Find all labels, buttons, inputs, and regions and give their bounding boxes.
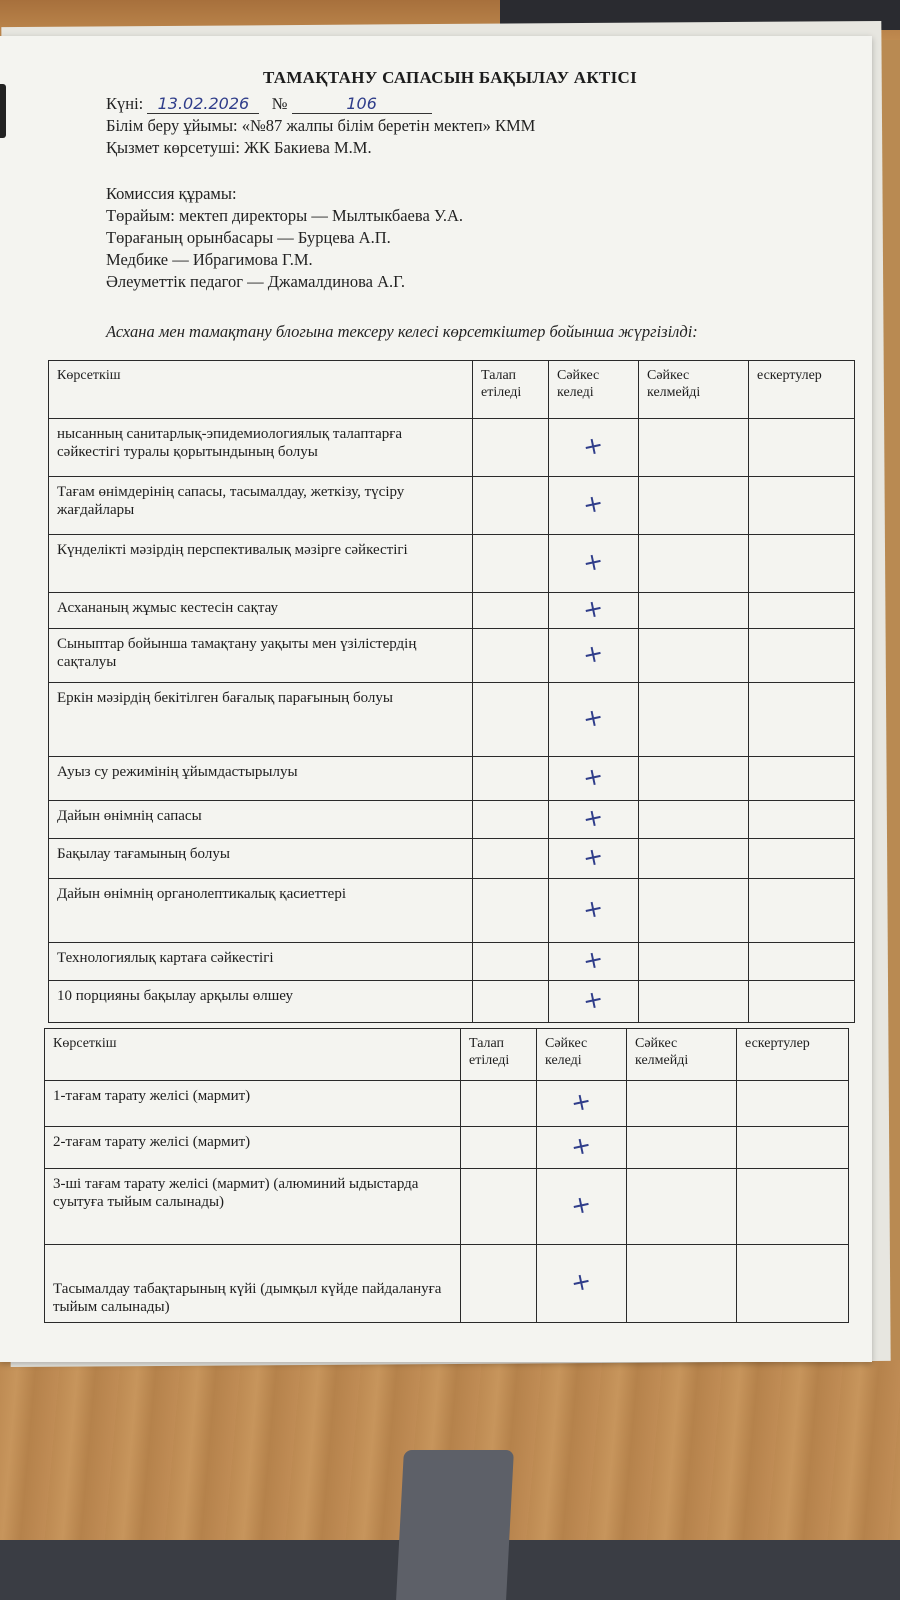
table-row [49, 801, 855, 839]
table-row [45, 1127, 849, 1169]
conforms-cell [549, 943, 639, 981]
not-conforms-cell [627, 1081, 737, 1127]
indicator-cell: Тасымалдау табақтарының күйі (дымқыл күйде пайдалануға тыйым салынады) [45, 1245, 461, 1323]
remarks-cell [749, 981, 855, 1023]
indicator-cell: Дайын өнімнің органолептикалық қасиеттері [49, 879, 473, 943]
remarks-cell [749, 839, 855, 879]
commission-nurse: Медбике — Ибрагимова Г.М. [106, 250, 313, 269]
remarks-cell [749, 879, 855, 943]
not-conforms-cell [627, 1245, 737, 1323]
remarks-cell [737, 1169, 849, 1245]
check-mark: + [580, 488, 607, 520]
check-mark: + [580, 593, 607, 625]
conforms-cell [537, 1245, 627, 1323]
conforms-cell [549, 757, 639, 801]
required-cell [473, 535, 549, 593]
check-mark: + [580, 638, 607, 670]
indicator-cell: 10 порцияны бақылау арқылы өлшеу [49, 981, 473, 1023]
indicator-cell: нысанның санитарлық-эпидемиологиялық талаптарға сәйкестігі туралы қорытындының болуы [49, 419, 473, 477]
required-cell [461, 1245, 537, 1323]
not-conforms-cell [627, 1127, 737, 1169]
not-conforms-cell [639, 757, 749, 801]
header-conforms: Сәйкес келеді [537, 1029, 627, 1081]
check-mark: + [580, 802, 607, 834]
commission-deputy: Төрағаның орынбасары — Бурцева А.П. [106, 228, 391, 247]
table-header-row [49, 361, 855, 419]
remarks-cell [749, 477, 855, 535]
header-indicator: Көрсеткіш [49, 361, 473, 419]
not-conforms-cell [639, 879, 749, 943]
header-remarks: ескертулер [749, 361, 855, 419]
conforms-cell [549, 683, 639, 757]
check-mark: + [568, 1189, 595, 1221]
table-row [49, 943, 855, 981]
commission-social-pedagogue: Әлеуметтік педагог — Джамалдинова А.Г. [106, 272, 405, 291]
header-conforms: Сәйкес келеді [549, 361, 639, 419]
indicators-table-2 [44, 1028, 849, 1323]
header-required: Талап етіледі [473, 361, 549, 419]
not-conforms-cell [639, 801, 749, 839]
indicator-cell: Еркін мәзірдің бекітілген бағалық парағының болуы [49, 683, 473, 757]
remarks-cell [737, 1245, 849, 1323]
table-row [45, 1169, 849, 1245]
header-remarks: ескертулер [737, 1029, 849, 1081]
not-conforms-cell [639, 943, 749, 981]
header-required: Талап етіледі [461, 1029, 537, 1081]
number-label: № [271, 94, 288, 113]
table-row [49, 477, 855, 535]
check-mark: + [580, 984, 607, 1016]
not-conforms-cell [639, 981, 749, 1023]
remarks-cell [749, 683, 855, 757]
indicator-cell: Күнделікті мәзірдің перспективалық мәзірге сәйкестігі [49, 535, 473, 593]
conforms-cell [549, 477, 639, 535]
table-row [49, 879, 855, 943]
required-cell [473, 757, 549, 801]
commission-title: Комиссия құрамы: [106, 184, 237, 203]
organization-line: Білім беру ұйымы: «№87 жалпы білім беретін мектеп» КММ [106, 116, 536, 135]
required-cell [461, 1127, 537, 1169]
check-mark: + [580, 546, 607, 578]
remarks-cell [749, 419, 855, 477]
conforms-cell [549, 593, 639, 629]
indicator-cell: 2-тағам тарату желісі (мармит) [45, 1127, 461, 1169]
indicator-cell: Асхананың жұмыс кестесін сақтау [49, 593, 473, 629]
date-number-line [106, 94, 432, 114]
remarks-cell [749, 757, 855, 801]
date-field [147, 95, 259, 114]
required-cell [473, 943, 549, 981]
check-mark: + [580, 430, 607, 462]
document-title: ТАМАҚТАНУ САПАСЫН БАҚЫЛАУ АКТІСІ [262, 68, 638, 87]
table-row [49, 629, 855, 683]
remarks-cell [749, 801, 855, 839]
table-row [49, 593, 855, 629]
header-indicator: Көрсеткіш [45, 1029, 461, 1081]
check-mark: + [580, 893, 607, 925]
check-mark: + [580, 944, 607, 976]
not-conforms-cell [639, 593, 749, 629]
indicators-table-1 [48, 360, 855, 1023]
conforms-cell [549, 839, 639, 879]
check-mark: + [580, 841, 607, 873]
remarks-cell [737, 1127, 849, 1169]
remarks-cell [749, 593, 855, 629]
conforms-cell [549, 879, 639, 943]
indicator-cell: Тағам өнімдерінің сапасы, тасымалдау, жеткізу, түсіру жағдайлары [49, 477, 473, 535]
conforms-cell [549, 629, 639, 683]
check-mark: + [568, 1086, 595, 1118]
check-mark: + [568, 1130, 595, 1162]
required-cell [473, 801, 549, 839]
required-cell [461, 1169, 537, 1245]
header-not-conforms: Сәйкес келмейді [627, 1029, 737, 1081]
not-conforms-cell [639, 683, 749, 757]
check-mark: + [580, 761, 607, 793]
chair [396, 1450, 514, 1600]
conforms-cell [537, 1081, 627, 1127]
not-conforms-cell [639, 477, 749, 535]
date-value: 13.02.2026 [157, 94, 250, 113]
table-row [45, 1081, 849, 1127]
not-conforms-cell [627, 1169, 737, 1245]
indicator-cell: Технологиялық картаға сәйкестігі [49, 943, 473, 981]
required-cell [473, 629, 549, 683]
indicator-cell: Ауыз су режимінің ұйымдастырылуы [49, 757, 473, 801]
header-not-conforms: Сәйкес келмейді [639, 361, 749, 419]
required-cell [473, 879, 549, 943]
conforms-cell [537, 1127, 627, 1169]
required-cell [473, 419, 549, 477]
remarks-cell [749, 535, 855, 593]
table-row [49, 535, 855, 593]
provider-line: Қызмет көрсетуші: ЖК Бакиева М.М. [106, 138, 372, 157]
indicator-cell: Дайын өнімнің сапасы [49, 801, 473, 839]
remarks-cell [749, 943, 855, 981]
remarks-cell [737, 1081, 849, 1127]
check-mark: + [580, 702, 607, 734]
required-cell [473, 593, 549, 629]
conforms-cell [537, 1169, 627, 1245]
table-row [49, 981, 855, 1023]
number-field [292, 95, 432, 114]
required-cell [473, 839, 549, 879]
table-row [45, 1245, 849, 1323]
required-cell [473, 477, 549, 535]
indicator-cell: Сыныптар бойынша тамақтану уақыты мен үзілістердің сақталуы [49, 629, 473, 683]
conforms-cell [549, 535, 639, 593]
required-cell [473, 683, 549, 757]
required-cell [473, 981, 549, 1023]
check-mark: + [568, 1266, 595, 1298]
number-value: 106 [346, 94, 377, 113]
indicator-cell: Бақылау тағамының болуы [49, 839, 473, 879]
table-header-row [45, 1029, 849, 1081]
not-conforms-cell [639, 535, 749, 593]
date-label: Күні: [106, 94, 144, 113]
indicator-cell: 1-тағам тарату желісі (мармит) [45, 1081, 461, 1127]
not-conforms-cell [639, 419, 749, 477]
remarks-cell [749, 629, 855, 683]
table-row [49, 419, 855, 477]
required-cell [461, 1081, 537, 1127]
table-row [49, 839, 855, 879]
not-conforms-cell [639, 629, 749, 683]
indicator-cell: 3-ші тағам тарату желісі (мармит) (алюминий ыдыстарда суытуға тыйым салынады) [45, 1169, 461, 1245]
conforms-cell [549, 981, 639, 1023]
commission-chair: Төрайым: мектеп директоры — Мылтыкбаева У.А. [106, 206, 464, 225]
conforms-cell [549, 419, 639, 477]
binder-clip [0, 84, 6, 138]
inspection-intro: Асхана мен тамақтану блогына тексеру келесі көрсеткіштер бойынша жүргізілді: [106, 322, 698, 341]
conforms-cell [549, 801, 639, 839]
table-row [49, 757, 855, 801]
table-row [49, 683, 855, 757]
not-conforms-cell [639, 839, 749, 879]
